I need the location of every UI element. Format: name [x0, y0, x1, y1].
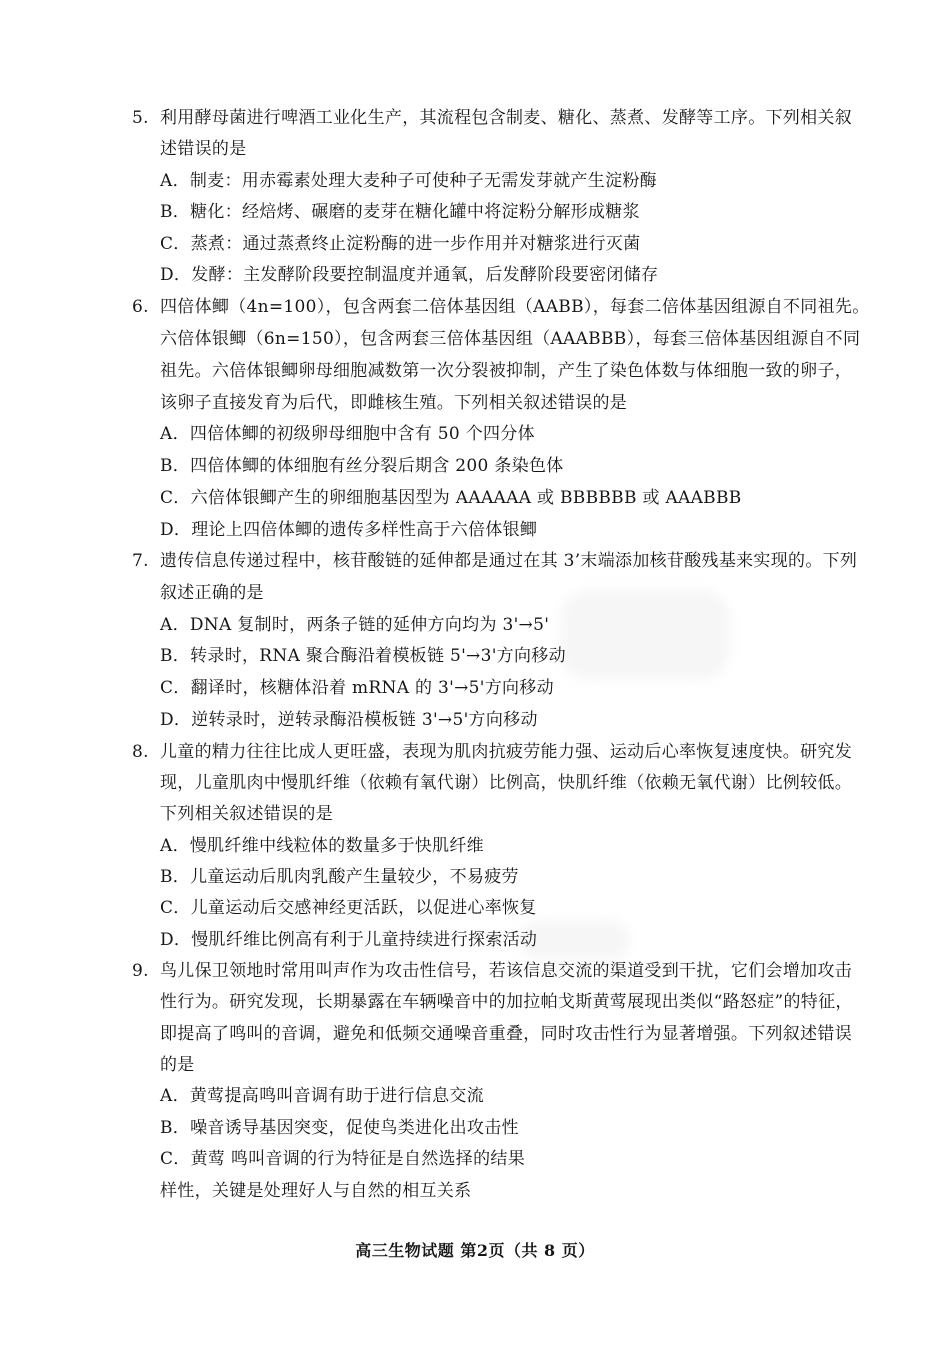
- option-c: C．翻译时，核糖体沿着 mRNA 的 3'→5'方向移动: [160, 678, 554, 698]
- question-stem-line: 儿童的精力往往比成人更旺盛，表现为肌肉抗疲劳能力强、运动后心率恢复速度快。研究发: [160, 742, 852, 762]
- option-b: B．儿童运动后肌肉乳酸产生量较少，不易疲劳: [160, 867, 519, 887]
- option-a: A．制麦：用赤霉素处理大麦种子可使种子无需发芽就产生淀粉酶: [160, 171, 657, 191]
- question-stem-line: 述错误的是: [160, 139, 247, 159]
- question-stem-line: 利用酵母菌进行啤酒工业化生产，其流程包含制麦、糖化、蒸煮、发酵等工序。下列相关叙: [160, 108, 852, 128]
- option-d: D．理论上四倍体鲫的遗传多样性高于六倍体银鲫: [160, 520, 538, 540]
- option-b: B．转录时，RNA 聚合酶沿着模板链 5'→3'方向移动: [160, 646, 566, 666]
- question-stem-line: 现，儿童肌肉中慢肌纤维（依赖有氧代谢）比例高，快肌纤维（依赖无氧代谢）比例较低。: [160, 773, 852, 793]
- question-number: 5.: [132, 108, 149, 128]
- option-a: A．DNA 复制时，两条子链的延伸方向均为 3'→5': [160, 615, 550, 635]
- question-stem-line: 祖先。六倍体银鲫卵母细胞减数第一次分裂被抑制，产生了染色体数与体细胞一致的卵子，: [160, 361, 852, 381]
- option-c: C．儿童运动后交感神经更活跃，以促进心率恢复: [160, 898, 537, 918]
- question-stem-line: 性行为。研究发现，长期暴露在车辆噪音中的加拉帕戈斯黄莺展现出类似“路怒症”的特征，: [160, 992, 853, 1012]
- option-d: D．发酵：主发酵阶段要控制温度并通氧，后发酵阶段要密闭储存: [160, 265, 659, 285]
- question-number: 7.: [132, 551, 149, 571]
- option-a: A．四倍体鲫的初级卵母细胞中含有 50 个四分体: [160, 424, 535, 444]
- option-d: D．逆转录时，逆转录酶沿模板链 3'→5'方向移动: [160, 710, 538, 730]
- option-b: B．糖化：经焙烤、碾磨的麦芽在糖化罐中将淀粉分解形成糖浆: [160, 202, 640, 222]
- option-b: B．噪音诱导基因突变，促使鸟类进化出攻击性: [160, 1118, 519, 1138]
- scan-smudge: [560, 590, 730, 680]
- page-footer: 高三生物试题 第2页（共 8 页）: [355, 1241, 595, 1260]
- question-number: 9.: [132, 961, 149, 981]
- question-stem-line: 叙述正确的是: [160, 583, 264, 603]
- option-a: A．黄莺提高鸣叫音调有助于进行信息交流: [160, 1086, 484, 1106]
- question-stem-line: 该卵子直接发育为后代，即雌核生殖。下列相关叙述错误的是: [160, 393, 628, 413]
- question-stem-line: 四倍体鲫（4n=100），包含两套二倍体基因组（AABB），每套二倍体基因组源自不同祖先。: [160, 297, 870, 317]
- question-stem-line: 下列相关叙述错误的是: [160, 804, 333, 824]
- question-number: 8.: [132, 742, 149, 762]
- question-stem-line: 即提高了鸣叫的音调，避免和低频交通噪音重叠，同时攻击性行为显著增强。下列叙述错误: [160, 1024, 852, 1044]
- option-d: D．慢肌纤维比例高有利于儿童持续进行探索活动: [160, 930, 538, 950]
- option-a: A．慢肌纤维中线粒体的数量多于快肌纤维: [160, 836, 484, 856]
- question-stem-line: 遗传信息传递过程中，核苷酸链的延伸都是通过在其 3’末端添加核苷酸残基来实现的。下列: [160, 551, 858, 571]
- option-b: B．四倍体鲫的体细胞有丝分裂后期含 200 条染色体: [160, 456, 564, 476]
- question-stem-line: 六倍体银鲫（6n=150），包含两套三倍体基因组（AAABBB），每套三倍体基因组源自不同: [160, 329, 861, 349]
- option-c: C．蒸煮：通过蒸煮终止淀粉酶的进一步作用并对糖浆进行灭菌: [160, 234, 641, 254]
- question-stem-line: 鸟儿保卫领地时常用叫声作为攻击性信号，若该信息交流的渠道受到干扰，它们会增加攻击: [160, 961, 852, 981]
- question-stem-line: 的是: [160, 1055, 195, 1075]
- option-d-partial: 样性，关键是处理好人与自然的相互关系: [160, 1181, 472, 1201]
- option-c: C．黄莺 鸣叫音调的行为特征是自然选择的结果: [160, 1149, 526, 1169]
- question-number: 6.: [132, 297, 149, 317]
- option-c: C．六倍体银鲫产生的卵细胞基因型为 AAAAAA 或 BBBBBB 或 AAABBB: [160, 488, 742, 508]
